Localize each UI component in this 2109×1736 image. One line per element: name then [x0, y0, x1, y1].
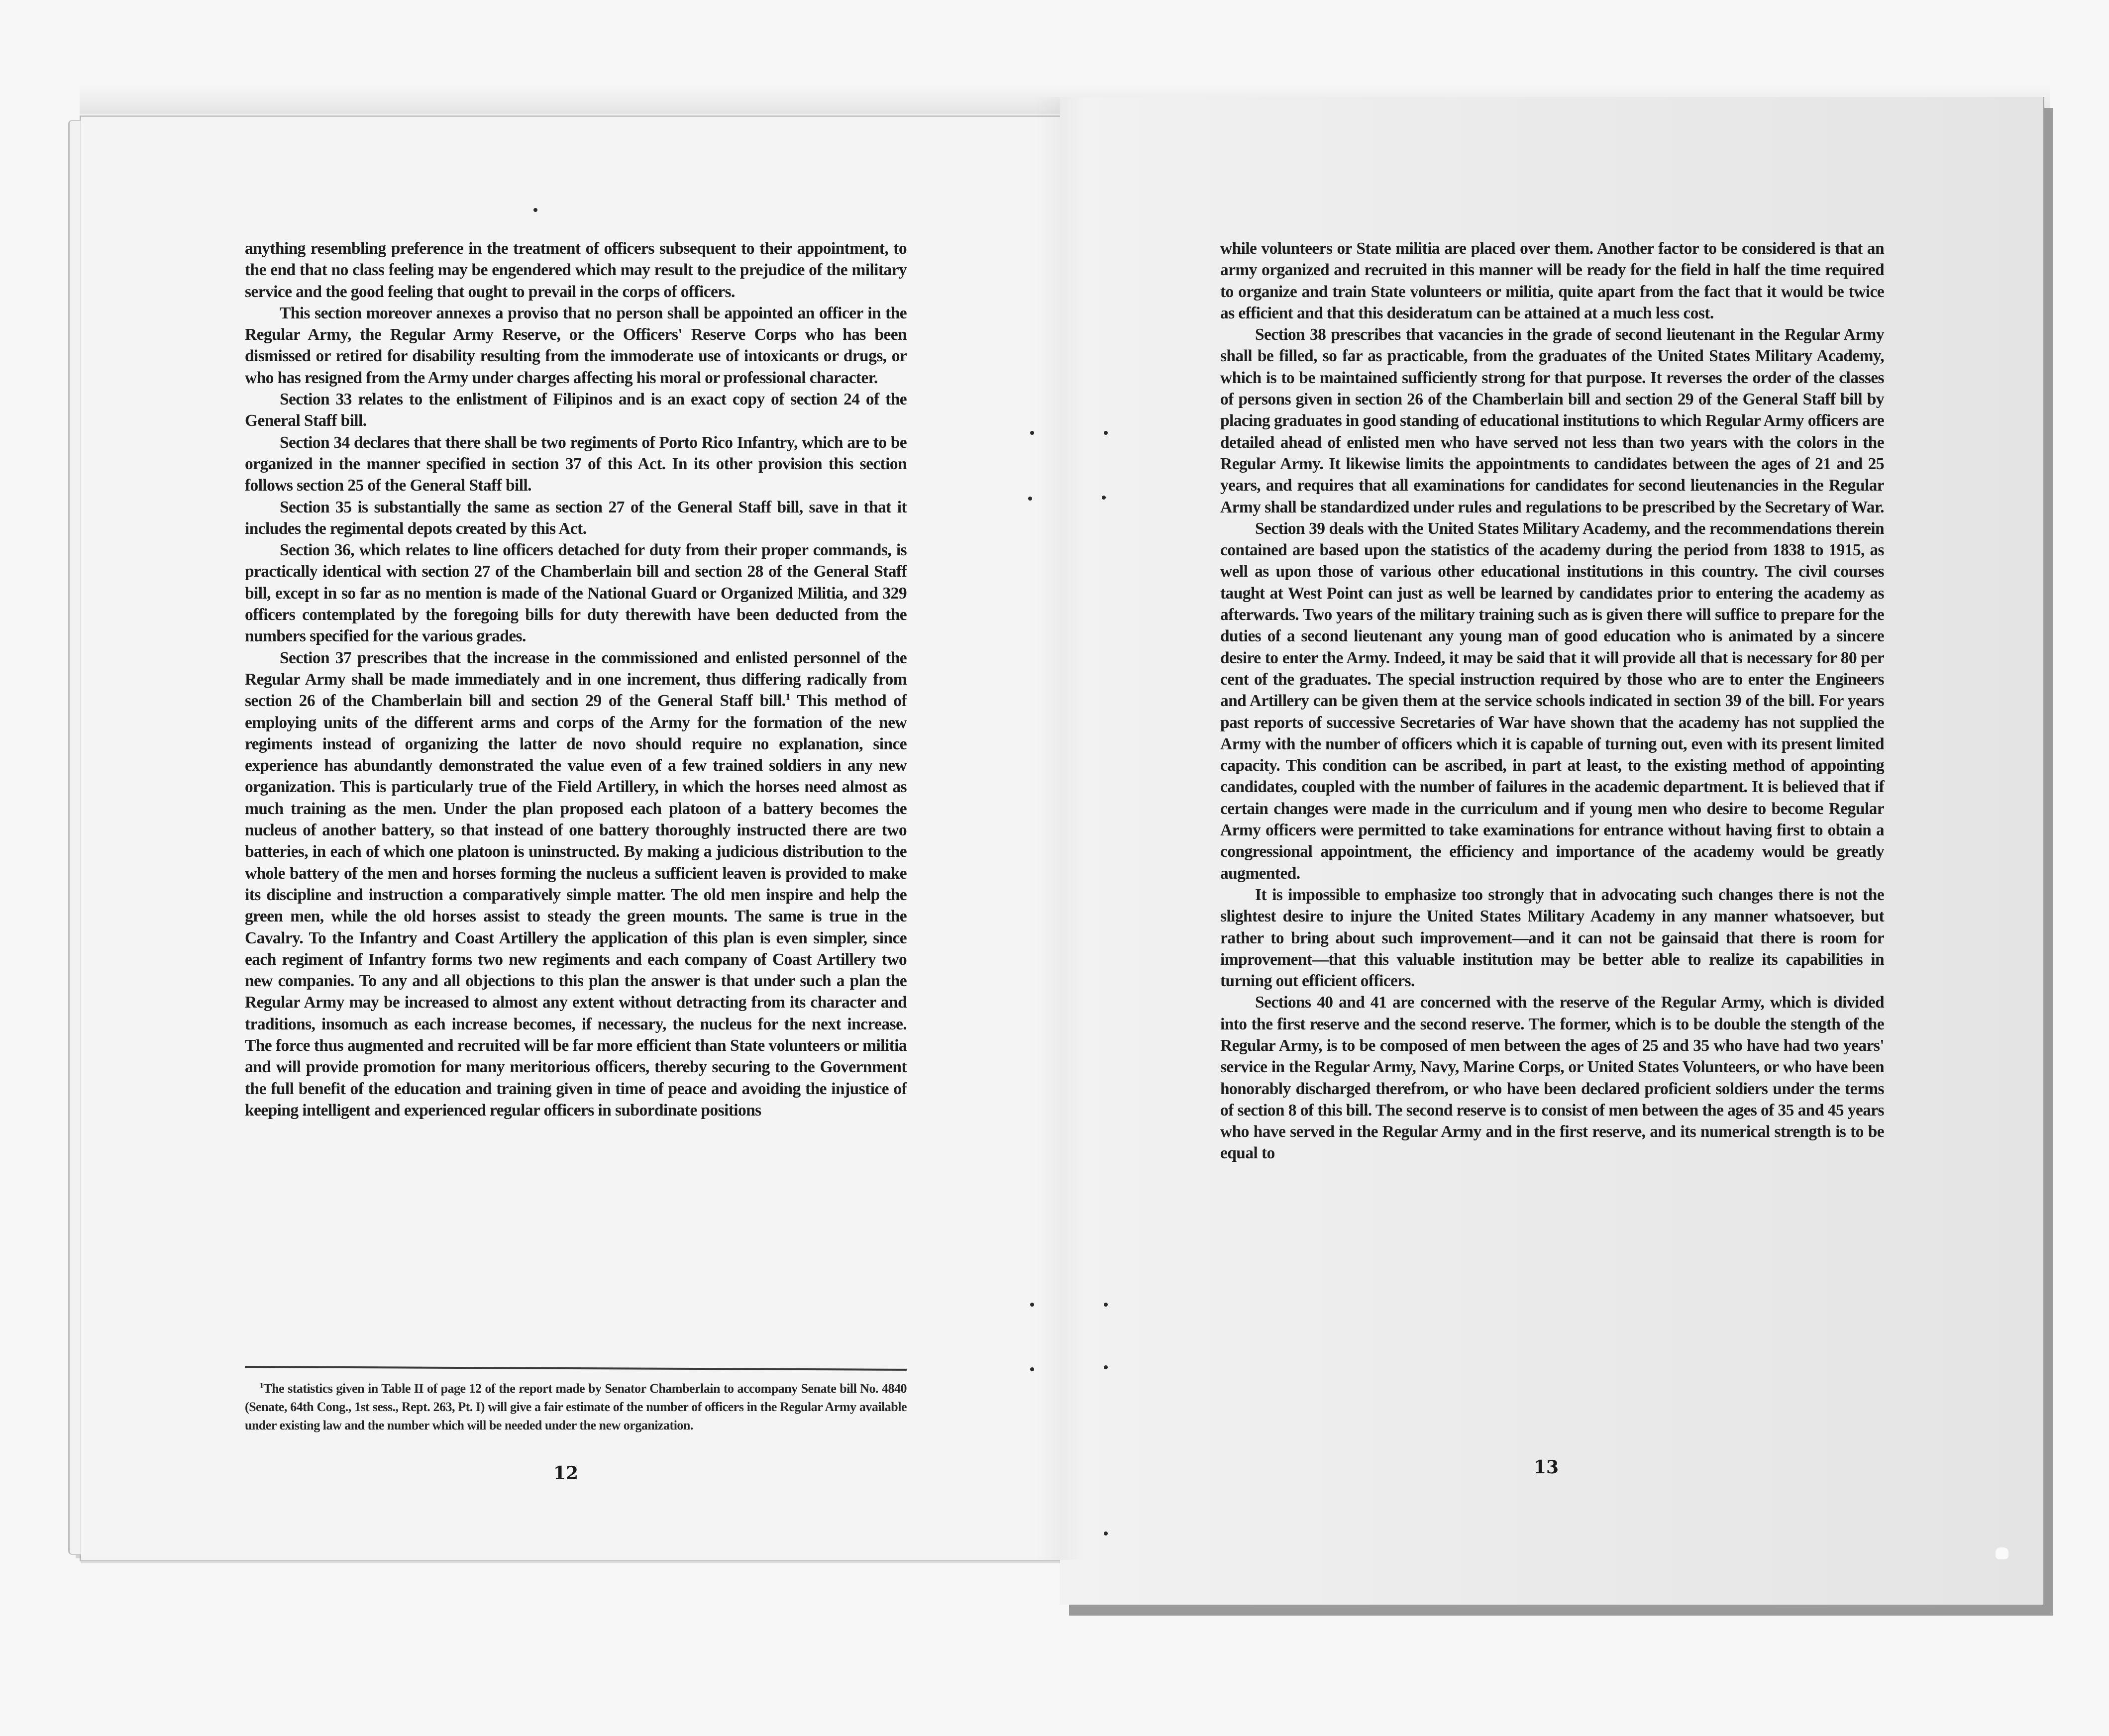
page-number-right: 13 [1534, 1457, 1559, 1478]
scan-speck [1102, 496, 1106, 500]
scan-speck [1104, 1365, 1108, 1369]
right-page-body [1220, 238, 1884, 1164]
paragraph: It is impossible to emphasize too strongly that in advocating such changes there is not the slightest desire to injure the United States Military Academy in any manner whatsoever, but rather to bring about such improvement—and it can not be gainsaid that there is room for improvement—that this valuable institution may be better able to realize its capabilities in turning out efficient officers. [1220, 885, 1884, 991]
paragraph: Sections 40 and 41 are concerned with the reserve of the Regular Army, which is divided into the first reserve and the second reserve. The former, which is to be double the stength of the Regular Army, is to be composed of men between the ages of 25 and 35 who have had two years' service in the Regular Army, Navy, Marine Corps, or United States Volunteers, or who have been honorably discharged therefrom, or who have been declared proficient soldiers under the terms of section 8 of this bill. The second reserve is to consist of men between the ages of 35 and 45 years who have served in the Regular Army and in the first reserve, and its numerical strength is to be equal to [1220, 993, 1884, 1163]
paragraph: This section moreover annexes a proviso that no person shall be appointed an officer in the Regular Army, the Regular Army Reserve, or the Officers' Reserve Corps who has been dismissed or retired for disability resulting from the immoderate use of intoxicants or drugs, or who has resigned from the Army under charges affecting his moral or professional character. [245, 304, 907, 387]
paragraph-text: Section 37 prescribes that the increase in the commissioned and enlisted personnel of the Regular Army shall be made immediately and in one increment, thus differing radically from section 26 of the Chamberlain bill and section 29 of the General Staff bill. [245, 648, 907, 711]
page-number-left: 12 [553, 1463, 579, 1484]
paragraph: Section 34 declares that there shall be two regiments of Porto Rico Infantry, which are to be organized in the manner specified in section 37 of this Act. In its other provision this section follows section 25 of the General Staff bill. [245, 433, 907, 495]
scan-speck [1104, 1303, 1108, 1307]
scan-speck [533, 208, 537, 212]
paragraph: while volunteers or State militia are placed over them. Another factor to be considered is that an army organized and recruited in this manner will be ready for the field in half the time required to organize and train State volunteers or militia, quite apart from the fact that it would be twice as efficient and that this desideratum can be attained at a much less cost. [1220, 239, 1884, 322]
scan-speck [1030, 1367, 1034, 1371]
scan-speck [1028, 497, 1032, 501]
paragraph: Section 39 deals with the United States Military Academy, and the recommendations therein contained are based upon the statistics of the academy during the period from 1838 to 1915, as well as upon those of various other educational institutions in this country. The civil courses taught at West Point can just as well be learned by candidates prior to entering the academy as afterwards. Two years of the military training such as is given there will suffice to prepare for the duties of a second lieutenant any young man of good education who is animated by a sincere desire to enter the Army. Indeed, it may be said that it will provide all that is necessary for 80 per cent of the graduates. The special instruction required by those who are to enter the Engineers and Artillery can be given them at the service schools indicated in section 39 of the bill. For years past reports of successive Secretaries of War have shown that the academy has not supplied the Army with the number of officers which it is capable of turning out, even with its present limited capacity. This condition can be ascribed, in part at least, to the existing method of appointing candidates, coupled with the number of failures in the academic department. It is believed that if certain changes were made in the curriculum and if young men who desire to become Regular Army officers were permitted to take examinations for entrance without having first to obtain a congressional appointment, the efficiency and importance of the academy would be greatly augmented. [1220, 519, 1884, 883]
left-page-body [245, 238, 907, 1121]
scan-speck [1104, 431, 1108, 435]
scan-speck [1104, 1532, 1108, 1535]
paragraph [245, 647, 907, 1122]
paragraph-text: This method of employing units of the different arms and corps of the Army for the formation of the new regiments instead of organizing the latter de novo should require no explanation, since experience has abundantly demonstrated the value even of a few trained soldiers in any new organization. This is particularly true of the Field Artillery, in which the horses need almost as much training as the men. Under the plan proposed each platoon of a battery becomes the nucleus of another battery, so that instead of one battery thoroughly instructed there are two batteries, in each of which one platoon is uninstructed. By making a judicious distribution to the whole battery of the men and horses forming the nucleus a sufficient leaven is provided to make its discipline and instruction a comparatively simple matter. The old men inspire and help the green men, while the old horses assist to steady the green mounts. The same is true in the Cavalry. To the Infantry and Coast Artillery the application of this plan is even simpler, since each regiment of Infantry forms two new regiments and each company of Coast Artillery two new companies. To any and all objections to this plan the answer is that under such a plan the Regular Army may be increased to almost any extent without detracting from its character and traditions, insomuch as each increase becomes, if necessary, the nucleus for the next increase. The force thus augmented and recruited will be far more efficient than State volunteers or militia and will provide promotion for many meritorious officers, thereby securing to the Government the full benefit of the education and training given in time of peace and avoiding the injustice of keeping intelligent and experienced regular officers in subordinate positions [245, 692, 907, 1120]
left-page-stacked-edge [68, 120, 81, 1555]
footnote-marker: 1 [260, 1381, 264, 1390]
book-gutter [1035, 97, 1085, 1560]
footnote-reference[interactable]: 1 [785, 692, 790, 703]
paragraph: Section 35 is substantially the same as section 27 of the General Staff bill, save in that it includes the regimental depots created by this Act. [245, 498, 907, 538]
scan-speck [1030, 431, 1034, 435]
scan-speck [1030, 1303, 1034, 1307]
footnote [245, 1379, 907, 1434]
paragraph: Section 33 relates to the enlistment of Filipinos and is an exact copy of section 24 of the General Staff bill. [245, 390, 907, 430]
scan-blemish [1996, 1547, 2008, 1559]
paragraph: anything resembling preference in the treatment of officers subsequent to their appointment, to the end that no class feeling may be engendered which may result to the prejudice of the military service and the good feeling that ought to prevail in the corps of officers. [245, 239, 907, 301]
paragraph: Section 38 prescribes that vacancies in the grade of second lieutenant in the Regular Army shall be filled, so far as practicable, from the graduates of the United States Military Academy, which is to be maintained sufficiently strong for that purpose. It reverses the order of the classes of persons given in section 26 of the Chamberlain bill and section 29 of the General Staff bill by placing graduates in good standing of educational institutions to which Regular Army officers are detailed ahead of enlisted men who have served not less than two years with the colors in the Regular Army. It likewise limits the appointments to candidates between the ages of 21 and 25 years, and requires that all examinations for candidates for second lieutenancies in the Regular Army shall be standardized under rules and regulations to be prescribed by the Secretary of War. [1220, 325, 1884, 516]
paragraph: Section 36, which relates to line officers detached for duty from their proper commands, is practically identical with section 27 of the Chamberlain bill and section 28 of the General Staff bill, except in so far as no mention is made of the National Guard or Organized Militia, and 329 officers contemplated by the foregoing bills for duty therewith have been deducted from the numbers specified for the various grades. [245, 541, 907, 646]
footnote-text: The statistics given in Table II of page 12 of the report made by Senator Chamberlain to accompany Senate bill No. 4840 (Senate, 64th Cong., 1st sess., Rept. 263, Pt. I) will give a fair estimate of the number of officers in the Regular Army available under existing law and the number which will be needed under the new organization. [245, 1381, 907, 1432]
